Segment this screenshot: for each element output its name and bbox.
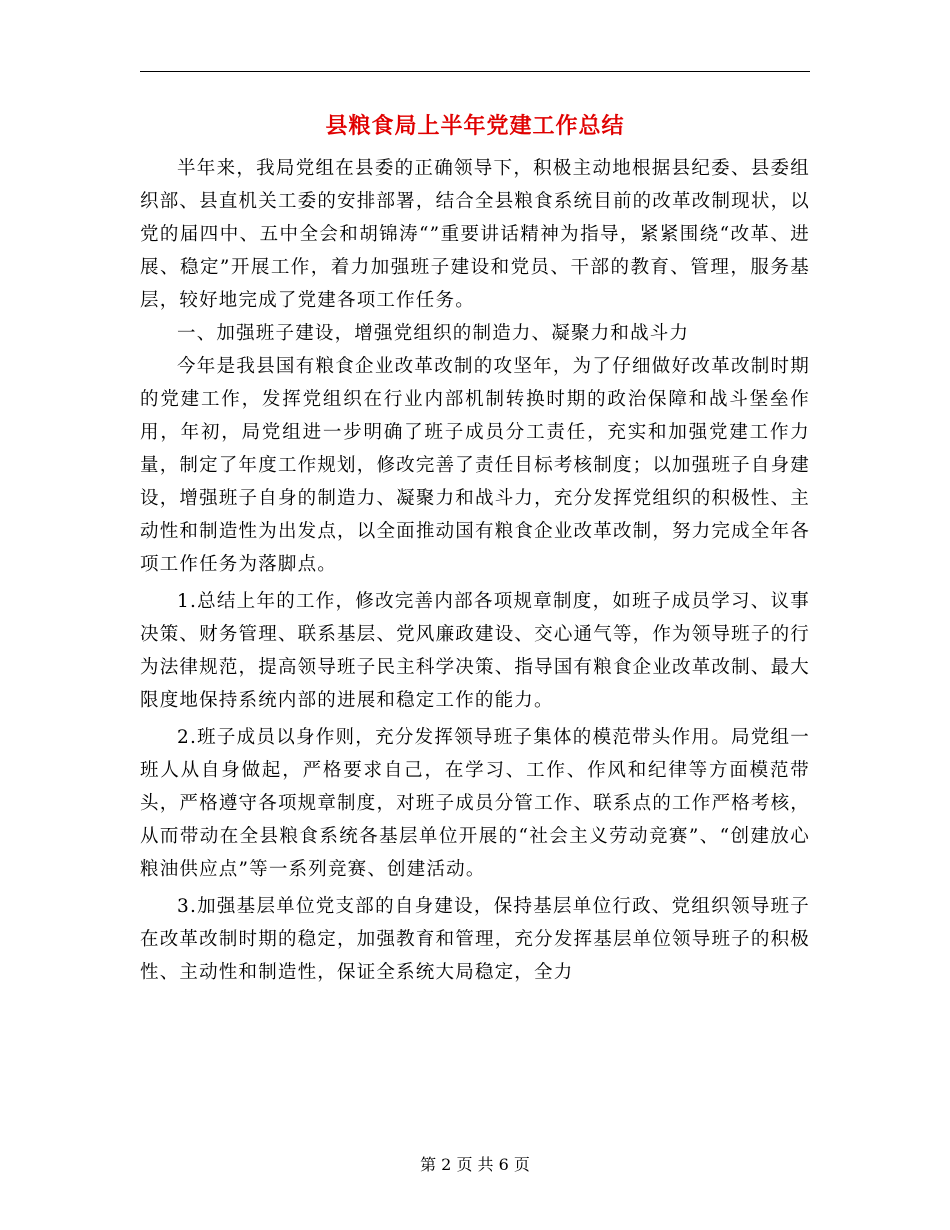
paragraph-section-1: 今年是我县国有粮食企业改革改制的攻坚年，为了仔细做好改革改制时期的党建工作，发挥党组织在行业内部机制转换时期的政治保障和战斗堡垒作用，年初，局党组进一步明确了班子成员分工责任，充实和加强党建工作力量，制定了年度工作规划，修改完善了责任目标考核制度；以加强班子自身建设，增强班子自身的制造力、凝聚力和战斗力，充分发挥党组织的积极性、主动性和制造性为出发点，以全面推动国有粮食企业改革改制，努力完成全年各项工作任务为落脚点。: [140, 356, 810, 575]
section-heading-1: 一、加强班子建设，增强党组织的制造力、凝聚力和战斗力: [177, 323, 690, 344]
page-number: 第 2 页 共 6 页: [420, 1155, 530, 1174]
header-rule: [140, 71, 810, 72]
document-body: [140, 152, 810, 989]
list-item-1: 1.总结上年的工作，修改完善内部各项规章制度，如班子成员学习、议事决策、财务管理、联系基层、党风廉政建设、交心通气等，作为领导班子的行为法律规范，提高领导班子民主科学决策、指导国有粮食企业改革改制、最大限度地保持系统内部的进展和稳定工作的能力。: [140, 591, 810, 711]
list-item-2: 2.班子成员以身作则，充分发挥领导班子集体的模范带头作用。局党组一班人从自身做起，严格要求自己，在学习、工作、作风和纪律等方面模范带头，严格遵守各项规章制度，对班子成员分管工作、联系点的工作严格考核，从而带动在全县粮食系统各基层单位开展的“社会主义劳动竞赛”、“创建放心粮油供应点”等一系列竞赛、创建活动。: [140, 727, 810, 880]
list-item-3: 3.加强基层单位党支部的自身建设，保持基层单位行政、党组织领导班子在改革改制时期的稳定，加强教育和管理，充分发挥基层单位领导班子的积极性、主动性和制造性，保证全系统大局稳定，全力: [140, 896, 810, 983]
paragraph-intro: 半年来，我局党组在县委的正确领导下，积极主动地根据县纪委、县委组织部、县直机关工委的安排部署，结合全县粮食系统目前的改革改制现状，以党的届四中、五中全会和胡锦涛“”重要讲话精神为指导，紧紧围绕“改革、进展、稳定”开展工作，着力加强班子建设和党员、干部的教育、管理，服务基层，较好地完成了党建各项工作任务。: [140, 158, 810, 311]
document-title: 县粮食局上半年党建工作总结: [325, 113, 625, 139]
